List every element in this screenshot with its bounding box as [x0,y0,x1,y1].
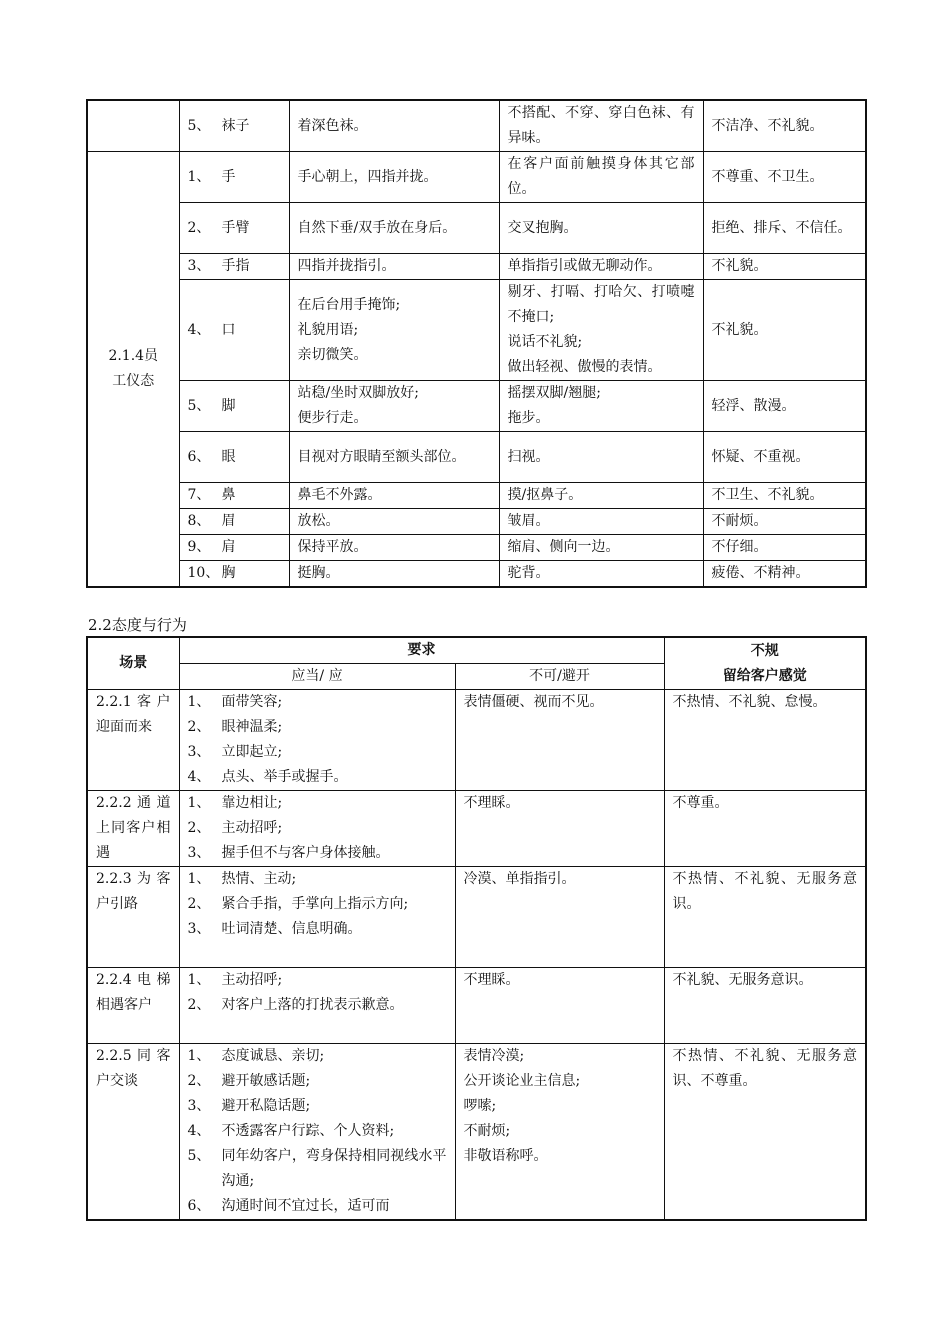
section-title: 2.2态度与行为 [88,616,187,634]
avoid-cell [455,968,664,1044]
table-row [87,280,866,381]
list-item [188,892,447,917]
item-number: 8、 [187,513,211,529]
avoid-line: 单指指引或做无聊动作。 [507,258,662,274]
header-feel-line2: 留给客户感觉 [722,667,807,684]
item-name: 肩 [221,539,236,555]
item-name: 手 [221,168,236,185]
table-row [87,100,866,152]
table-row [87,561,866,588]
avoid-cell [499,483,703,509]
table-row [87,381,866,432]
list-item [188,917,447,942]
requirement-cell [289,509,499,535]
list-text: 同年幼客户，弯身保持相同视线水平沟通; [221,1148,447,1189]
header-should: 应当/ 应 [179,664,455,690]
feeling-cell: 不礼貌。 [703,280,866,381]
avoid-line: 在客户面前触摸身体其它部位。 [507,156,695,197]
avoid-line: 剔牙、打嗝、打哈欠、打喷嚏不掩口; [507,284,695,325]
avoid-line: 啰嗦; [463,1098,497,1114]
list-text: 吐词清楚、信息明确。 [221,921,362,937]
avoid-cell [499,254,703,280]
header-customer-feeling [664,637,866,690]
requirement-cell [289,254,499,280]
list-number: 2、 [187,997,211,1013]
item-name: 手臂 [221,219,250,236]
item-name: 口 [221,321,236,338]
header-requirement: 要求 [179,637,664,664]
should-cell [179,968,455,1044]
item-name: 手指 [221,258,250,274]
avoid-cell [499,432,703,483]
should-cell [179,791,455,867]
avoid-cell [455,690,664,791]
requirement-cell [289,152,499,203]
item-cell [179,100,289,152]
avoid-line: 驼背。 [507,565,550,581]
list-text: 眼神温柔; [221,719,283,735]
avoid-cell [499,381,703,432]
list-number: 4、 [187,1123,211,1139]
list-number: 1、 [187,1048,211,1064]
requirement-line: 鼻毛不外露。 [297,487,382,503]
requirement-line: 着深色袜。 [297,117,368,134]
list-item [188,1194,447,1219]
avoid-line: 摇摆双脚/翘腿; [507,385,601,401]
item-number: 7、 [187,487,211,503]
feeling-cell: 轻浮、散漫。 [703,381,866,432]
avoid-line: 不理睬。 [463,972,520,988]
list-item [188,740,447,765]
item-name: 脚 [221,397,236,414]
requirement-line: 站稳/坐时双脚放好; [297,385,419,401]
list-number: 1、 [187,795,211,811]
feeling-cell: 怀疑、不重视。 [703,432,866,483]
feeling-cell: 不礼貌、无服务意识。 [664,968,866,1044]
avoid-cell [499,100,703,152]
avoid-cell [499,280,703,381]
list-item [188,816,447,841]
feeling-cell: 不热情、不礼貌、怠慢。 [664,690,866,791]
requirement-cell [289,203,499,254]
table-row [87,203,866,254]
avoid-line: 皱眉。 [507,513,550,529]
table-row [87,1044,866,1221]
requirement-line: 目视对方眼睛至额头部位。 [297,448,466,465]
should-cell [179,690,455,791]
table-row [87,254,866,280]
list-text: 主动招呼; [221,972,283,988]
list-number: 5、 [187,1148,211,1164]
feeling-cell: 不尊重、不卫生。 [703,152,866,203]
list-number: 1、 [187,871,211,887]
item-name: 眼 [221,448,236,465]
avoid-line: 扫视。 [507,448,550,465]
list-item [188,1044,447,1069]
list-item [188,968,447,993]
requirement-line: 放松。 [297,513,340,529]
item-cell [179,483,289,509]
avoid-line: 公开谈论业主信息; [463,1073,581,1089]
should-cell [179,1044,455,1221]
list-text: 避开敏感话题; [221,1073,311,1089]
avoid-line: 表情冷漠; [463,1048,525,1064]
list-number: 2、 [187,896,211,912]
item-number: 10、 [187,565,220,581]
avoid-line: 冷漠、单指指引。 [463,871,576,887]
feeling-cell: 不热情、不礼貌、无服务意识、不尊重。 [664,1044,866,1221]
list-item [188,1144,447,1194]
header-avoid: 不可/避开 [455,664,664,690]
feeling-cell: 不卫生、不礼貌。 [703,483,866,509]
item-number: 4、 [187,321,211,338]
item-cell [179,280,289,381]
avoid-line: 拖步。 [507,410,550,426]
list-number: 3、 [187,744,211,760]
list-number: 2、 [187,719,211,735]
header-scene: 场景 [87,637,179,690]
avoid-line: 说话不礼貌; [507,334,583,350]
item-name: 袜子 [221,117,250,134]
item-cell [179,509,289,535]
scene-cell: 2.2.5同客户交谈 [87,1044,179,1221]
requirement-cell [289,535,499,561]
avoid-line: 摸/抠鼻子。 [507,487,583,503]
item-name: 鼻 [221,487,236,503]
item-number: 2、 [187,219,211,236]
feeling-cell: 不礼貌。 [703,254,866,280]
requirement-line: 手心朝上，四指并拢。 [297,168,438,185]
requirement-line: 亲切微笑。 [297,346,368,363]
scene-cell: 2.2.3为客户引路 [87,867,179,968]
item-number: 1、 [187,168,211,185]
list-number: 3、 [187,845,211,861]
table-row [87,791,866,867]
list-number: 3、 [187,1098,211,1114]
list-text: 对客户上落的打扰表示歉意。 [221,997,404,1013]
list-text: 沟通时间不宜过长，适可而 [221,1198,390,1214]
list-text: 点头、举手或握手。 [221,769,348,785]
list-number: 2、 [187,1073,211,1089]
table-row [87,483,866,509]
list-item [188,841,447,866]
item-number: 5、 [187,397,211,414]
requirement-cell [289,432,499,483]
scene-cell: 2.2.2通道上同客户相遇 [87,791,179,867]
requirement-line: 自然下垂/双手放在身后。 [297,219,457,236]
attitude-behavior-table [86,636,867,1221]
list-text: 热情、主动; [221,871,297,887]
list-item [188,867,447,892]
list-text: 握手但不与客户身体接触。 [221,845,390,861]
list-item [188,1069,447,1094]
avoid-cell [455,867,664,968]
avoid-line: 交叉抱胸。 [507,219,578,236]
requirement-line: 便步行走。 [297,410,368,426]
requirement-line: 在后台用手掩饰; [297,296,401,313]
table-row [87,152,866,203]
avoid-cell [455,1044,664,1221]
list-text: 避开私隐话题; [221,1098,311,1114]
requirement-cell [289,483,499,509]
requirement-cell [289,100,499,152]
table-row [87,968,866,1044]
list-text: 面带笑容; [221,694,283,710]
avoid-cell [499,509,703,535]
list-item [188,791,447,816]
empty-group-cell [87,100,179,152]
header-feel-line1: 不规 [750,642,779,659]
avoid-line: 非敬语称呼。 [463,1148,548,1164]
requirement-line: 挺胸。 [297,565,340,581]
list-item [188,765,447,790]
list-text: 立即起立; [221,744,283,760]
group-label: 2.1.4员工仪态 [87,152,179,588]
item-name: 胸 [221,565,236,581]
table-row [87,690,866,791]
feeling-cell: 不耐烦。 [703,509,866,535]
feeling-cell: 疲倦、不精神。 [703,561,866,588]
posture-table [86,99,867,588]
requirement-cell [289,381,499,432]
scene-cell: 2.2.1客户迎面而来 [87,690,179,791]
avoid-line: 不搭配、不穿、穿白色袜、有异味。 [507,105,695,146]
item-number: 3、 [187,258,211,274]
list-number: 1、 [187,972,211,988]
avoid-line: 缩肩、侧向一边。 [507,539,620,555]
list-item [188,993,447,1018]
requirement-line: 四指并拢指引。 [297,258,396,274]
item-number: 5、 [187,117,211,134]
item-cell [179,254,289,280]
feeling-cell: 不热情、不礼貌、无服务意识。 [664,867,866,968]
list-text: 紧合手指，手掌向上指示方向; [221,896,409,912]
item-number: 9、 [187,539,211,555]
list-item [188,1094,447,1119]
table-row [87,867,866,968]
should-cell [179,867,455,968]
list-number: 6、 [187,1198,211,1214]
requirement-cell [289,280,499,381]
item-name: 眉 [221,513,236,529]
feeling-cell: 不洁净、不礼貌。 [703,100,866,152]
item-cell [179,535,289,561]
item-cell [179,381,289,432]
list-number: 3、 [187,921,211,937]
list-text: 靠边相让; [221,795,283,811]
avoid-cell [499,535,703,561]
feeling-cell: 不仔细。 [703,535,866,561]
avoid-line: 不理睬。 [463,795,520,811]
feeling-cell: 拒绝、排斥、不信任。 [703,203,866,254]
list-text: 不透露客户行踪、个人资料; [221,1123,395,1139]
list-item [188,1119,447,1144]
avoid-line: 做出轻视、傲慢的表情。 [507,359,662,375]
item-number: 6、 [187,448,211,465]
feeling-cell: 不尊重。 [664,791,866,867]
list-text: 态度诚恳、亲切; [221,1048,325,1064]
item-cell [179,203,289,254]
avoid-cell [499,561,703,588]
list-item [188,715,447,740]
item-cell [179,152,289,203]
list-number: 1、 [187,694,211,710]
list-number: 4、 [187,769,211,785]
requirement-line: 礼貌用语; [297,321,359,338]
avoid-line: 表情僵硬、视而不见。 [463,694,604,710]
item-cell [179,561,289,588]
avoid-cell [499,152,703,203]
table-row [87,535,866,561]
list-item [188,690,447,715]
avoid-line: 不耐烦; [463,1123,511,1139]
scene-cell: 2.2.4电梯相遇客户 [87,968,179,1044]
table-row [87,509,866,535]
table-row [87,432,866,483]
avoid-cell [455,791,664,867]
list-text: 主动招呼; [221,820,283,836]
avoid-cell [499,203,703,254]
requirement-cell [289,561,499,588]
requirement-line: 保持平放。 [297,539,368,555]
list-number: 2、 [187,820,211,836]
item-cell [179,432,289,483]
